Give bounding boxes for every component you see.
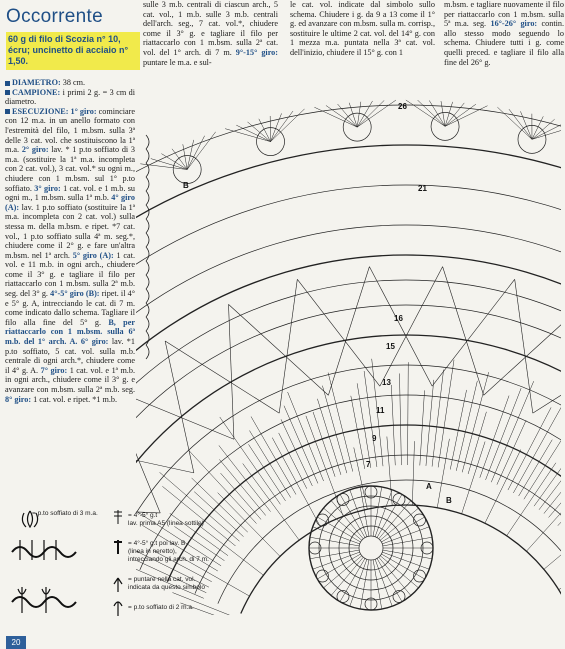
round-text: 1 cat. vol. e 11 m.b. in ogni arch., chiudere come il 3° g. e tagliare il filo per riattaccarlo con 1 m.bsm. sulla 2ª m.b. seg. del 3° g. (5, 250, 136, 299)
col3-text: le cat. vol. indicate dal simbolo sullo schema. Chiudere i g. da 9 a 13 come il 1° g. ed avanzare con m.bsm. sulla m. corrisp., sostituire le ultime 2 cat. vol. del 14° g. con 1 mezza m.a. puntata nella 3ª cat. vol. dell'inizio, chiudere il 15° g. con 1 (290, 0, 435, 57)
legend-symbols (10, 507, 90, 637)
round-label: 9°-15° giro: (235, 47, 278, 57)
round-label-26: 26 (398, 102, 407, 111)
col4-tail: contin. allo stesso modo seguendo lo schema. Chiudere tutti i g. come quelli preced. e tagliare il filo alla fine del 26° g. (444, 19, 565, 67)
section-label-a: A (426, 482, 432, 491)
round-label: 4° giro (A): (5, 193, 135, 212)
col2-text: sulle 3 m.b. centrali di ciascun arch., 5 cat. vol., 1 m.b. sulle 3 m.b. centrali dell'arch. seg., 7 cat. vol.*, chiudere come il 3° g. e tagliare il filo per riattaccarlo con 1 m.bsm. sulla 2ª cat. vol. del 1° arch. di 7 m. (143, 0, 278, 57)
round-text: 1 cat. vol. e 1 m.b. su ogni m., 1 m.bsm. sulla 1ª m.b. (5, 183, 136, 203)
round-text-b: B, per riattaccarlo con 1 m.bsm. sulla 6ª m.b. del 1° arch. A. (5, 317, 135, 347)
bullet-square-icon (5, 109, 10, 114)
crochet-pattern-art (136, 100, 561, 615)
round-label: 6° giro: (80, 337, 109, 347)
round-label-21: 21 (418, 184, 427, 193)
legend-item: = p.to soffiato di 2 m.a. (128, 604, 194, 611)
round-label: 5° giro (A): (72, 250, 114, 260)
campione-value: i primi 2 g. = 3 cm di diametro. (5, 87, 135, 107)
instructions-column-3 (290, 0, 435, 58)
col2-tail: puntare le m.a. e sul- (143, 57, 212, 67)
round-text: cominciare con 12 m.a. in un anello formato con l'estremità del filo, 1 m.bsm. sulla 3ª delle 3 cat. vol. che sostituiscono la 1ª m.a. (5, 106, 136, 155)
materials-box: 60 g di filo di Scozia n° 10, écru; uncinetto di acciaio n° 1,50. (6, 32, 140, 70)
round-label-9: 9 (372, 434, 377, 443)
esecuzione-label: ESECUZIONE: (12, 106, 69, 116)
page-title: Occorrente (6, 6, 103, 27)
arrow-up-symbol (114, 578, 122, 592)
round-label-7: 7 (366, 460, 371, 469)
campione-label: CAMPIONE: (12, 87, 61, 97)
round-label: 7° giro: (40, 365, 68, 375)
instructions-column-1 (5, 78, 135, 404)
instructions-column-4 (444, 0, 564, 67)
bullet-square-icon (5, 90, 10, 95)
round-text: lav. * 1 p.to soffiato di 3 m.a. (sostituire la 1ª m.a. incompleta con 2 cat. vol.), 3 cat. vol.* su ogni m., chiudere con 1 m.bsm. sul 1° p.to soffiato. (5, 145, 136, 193)
round-label: 1° giro: (70, 106, 97, 116)
round-label: 3° giro: (34, 183, 61, 193)
round-label-15: 15 (386, 342, 395, 351)
diametro-label: DIAMETRO: (12, 78, 61, 87)
round-label-11: 11 (376, 406, 385, 415)
round-label: 4°-5° giro (B): (50, 289, 100, 299)
round-label: 16°-26° giro: (490, 19, 538, 29)
diametro-value: 38 cm. (62, 78, 86, 87)
crochet-chart-diagram (136, 95, 561, 615)
col4-text: m.bsm. e tagliare nuovamente il filo per riattaccarlo con 1 m.bsm. sulla 5ª m.a. seg. (444, 0, 564, 29)
legend-item: = puntare nella cat. vol. indicata da questo simbolo (128, 576, 205, 591)
instructions-column-2 (143, 0, 278, 67)
arrow-symbol (114, 510, 122, 524)
legend-keys (108, 508, 128, 618)
puff-2-symbol (114, 602, 122, 616)
round-text: lav. 1 p.to soffiato (sostituire la 1ª m.a. incompleta con 2 cat. vol.) sulla stessa m. della m.bsm. e ripet. *7 cat. vol., 1 p.to soffiato sulla 4ª m. seg.*, chiudere come il 2° g. e fare un'altra m.bsm. nel 1ª arch. (5, 202, 135, 260)
round-text: 1 cat. vol. e 1ª m.b. in ogni arch., chiudere come il 3° g. e avanzare con m.bsm. sulla 2ª m.b. seg. (5, 365, 135, 394)
arrow-bold-symbol (114, 540, 122, 554)
legend-item: = 4°-5° g.t lav. prima A5 (linea sottile) (128, 512, 204, 527)
bullet-square-icon (5, 81, 10, 86)
round-label: 8° giro: (5, 394, 32, 404)
round-text: lav. *1 p.to soffiato, 5 cat. vol. sulla m.b. centrale di ogni arch.*, chiudere come il 4° g. A. (5, 337, 135, 375)
section-label-b: B (183, 181, 189, 190)
round-text: 1 cat. vol. e ripet. *1 m.b. (33, 394, 118, 404)
round-label-16: 16 (394, 314, 403, 323)
legend-item: = 4°-5° g.t poi lav. B (linea in neretto), intrecciando gli arch. di 7 m. (128, 540, 209, 563)
round-label-13: 13 (382, 378, 391, 387)
round-label: 2° giro: (21, 145, 49, 155)
page-number: 20 (6, 636, 26, 649)
section-label-b: B (446, 496, 452, 505)
legend-item: = p.to soffiato di 3 m.a. (32, 510, 98, 517)
round-text: ripet. il 4° e 5° g. A, intrecciando le cat. di 7 m. come indicato dallo schema. Tagliare il filo alla fine del 5° g. (5, 289, 136, 327)
